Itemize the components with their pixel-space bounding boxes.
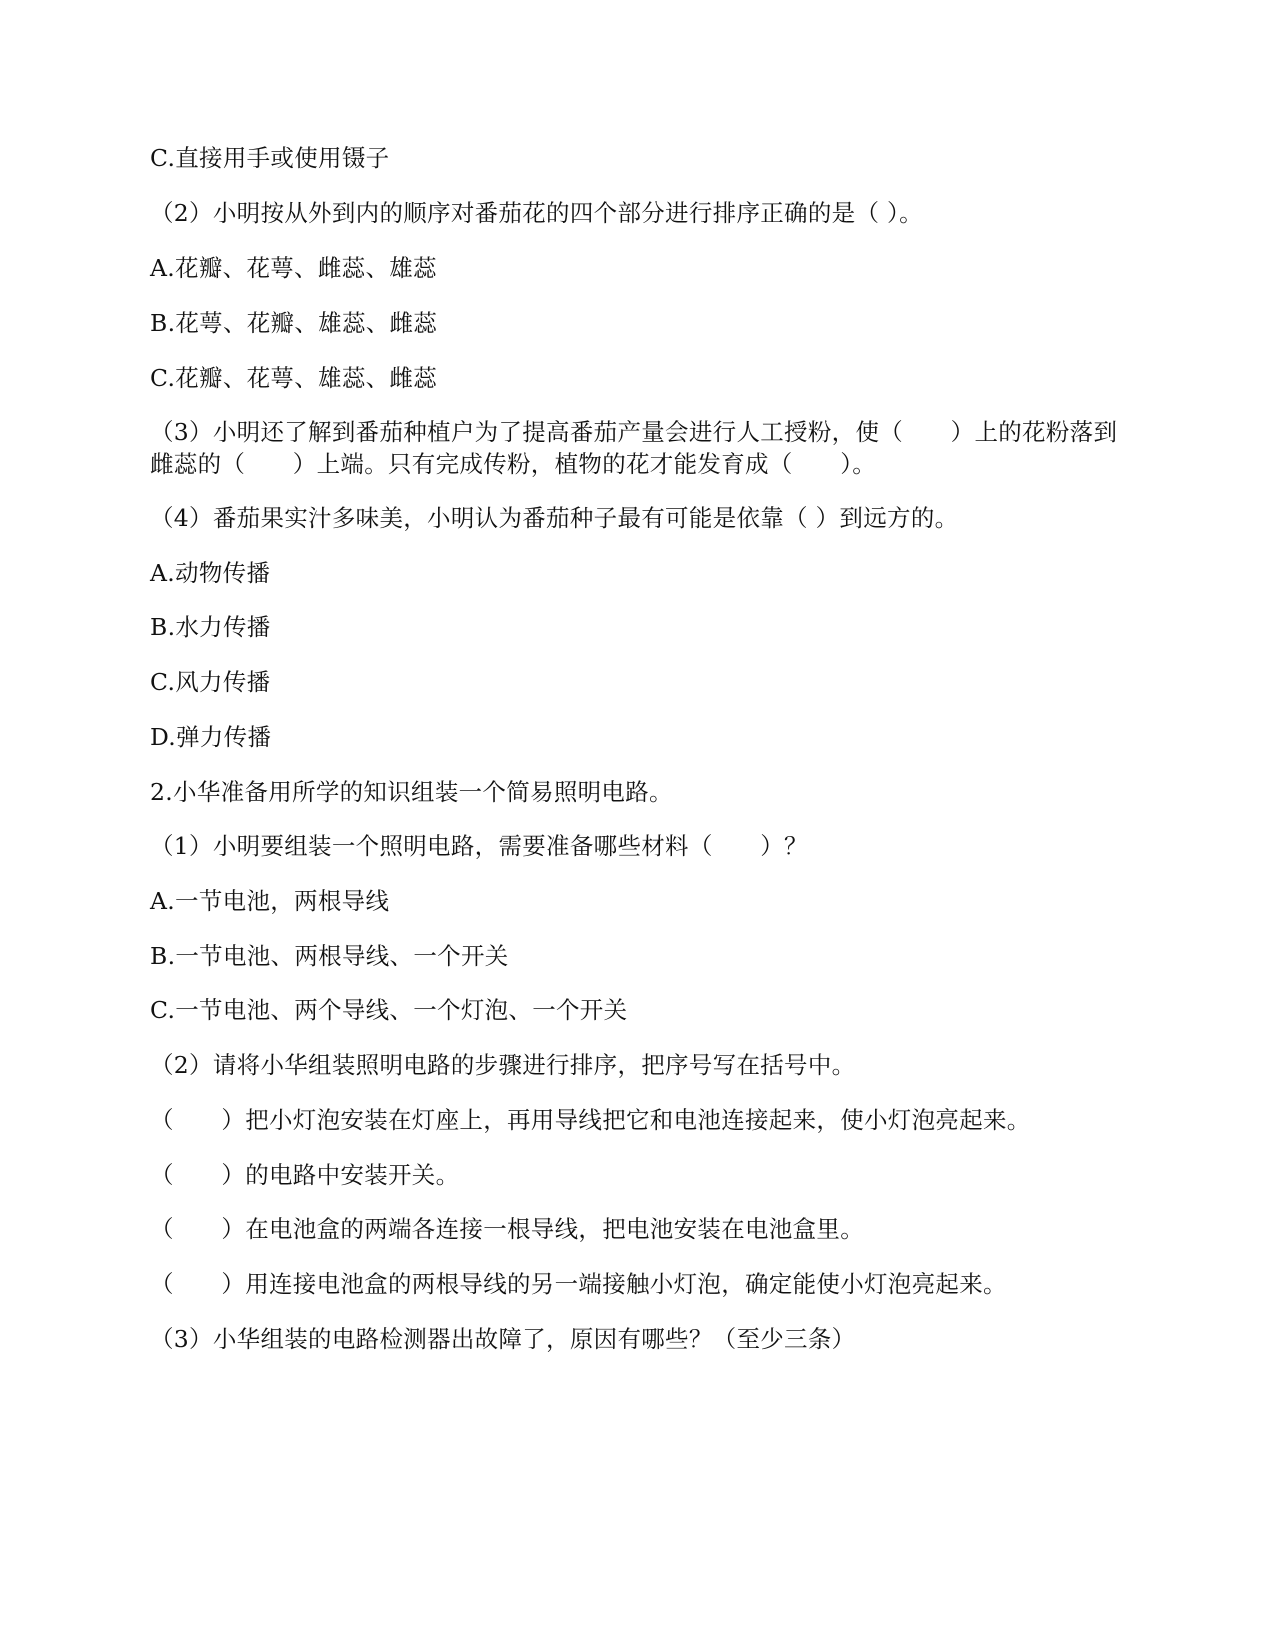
step-item: （ ）的电路中安装开关。	[150, 1161, 460, 1189]
question-2-2: （2）请将小华组装照明电路的步骤进行排序，把序号写在括号中。	[150, 1051, 856, 1079]
question-1-4: （4）番茄果实汁多味美，小明认为番茄种子最有可能是依靠（ ）到远方的。	[150, 504, 959, 532]
option-c: C.风力传播	[150, 668, 271, 696]
question-2-1: （1）小明要组装一个照明电路，需要准备哪些材料（ ）？	[150, 832, 808, 860]
question-2: 2.小华准备用所学的知识组装一个简易照明电路。	[150, 778, 673, 806]
option-c-tweezers: C.直接用手或使用镊子	[150, 144, 390, 172]
option-c: C.花瓣、花萼、雄蕊、雌蕊	[150, 364, 438, 392]
option-b: B.花萼、花瓣、雄蕊、雌蕊	[150, 309, 438, 337]
option-b: B.水力传播	[150, 613, 271, 641]
step-item: （ ）把小灯泡安装在灯座上，再用导线把它和电池连接起来，使小灯泡亮起来。	[150, 1106, 1031, 1134]
option-a: A.一节电池，两根导线	[150, 887, 390, 915]
step-item: （ ）在电池盒的两端各连接一根导线，把电池安装在电池盒里。	[150, 1215, 864, 1243]
question-1-3: （3）小明还了解到番茄种植户为了提高番茄产量会进行人工授粉，使（ ）上的花粉落到雌蕊的（ ）上端。只有完成传粉，植物的花才能发育成（ ）。	[150, 418, 1118, 478]
option-a: A.花瓣、花萼、雌蕊、雄蕊	[150, 254, 437, 282]
option-b: B.一节电池、两根导线、一个开关	[150, 942, 509, 970]
question-1-2: （2）小明按从外到内的顺序对番茄花的四个部分进行排序正确的是（ ）。	[150, 199, 923, 227]
option-d: D.弹力传播	[150, 723, 272, 751]
option-a: A.动物传播	[150, 559, 271, 587]
question-2-3: （3）小华组装的电路检测器出故障了，原因有哪些？（至少三条）	[150, 1325, 856, 1353]
option-c: C.一节电池、两个导线、一个灯泡、一个开关	[150, 996, 628, 1024]
step-item: （ ）用连接电池盒的两根导线的另一端接触小灯泡，确定能使小灯泡亮起来。	[150, 1270, 1007, 1298]
